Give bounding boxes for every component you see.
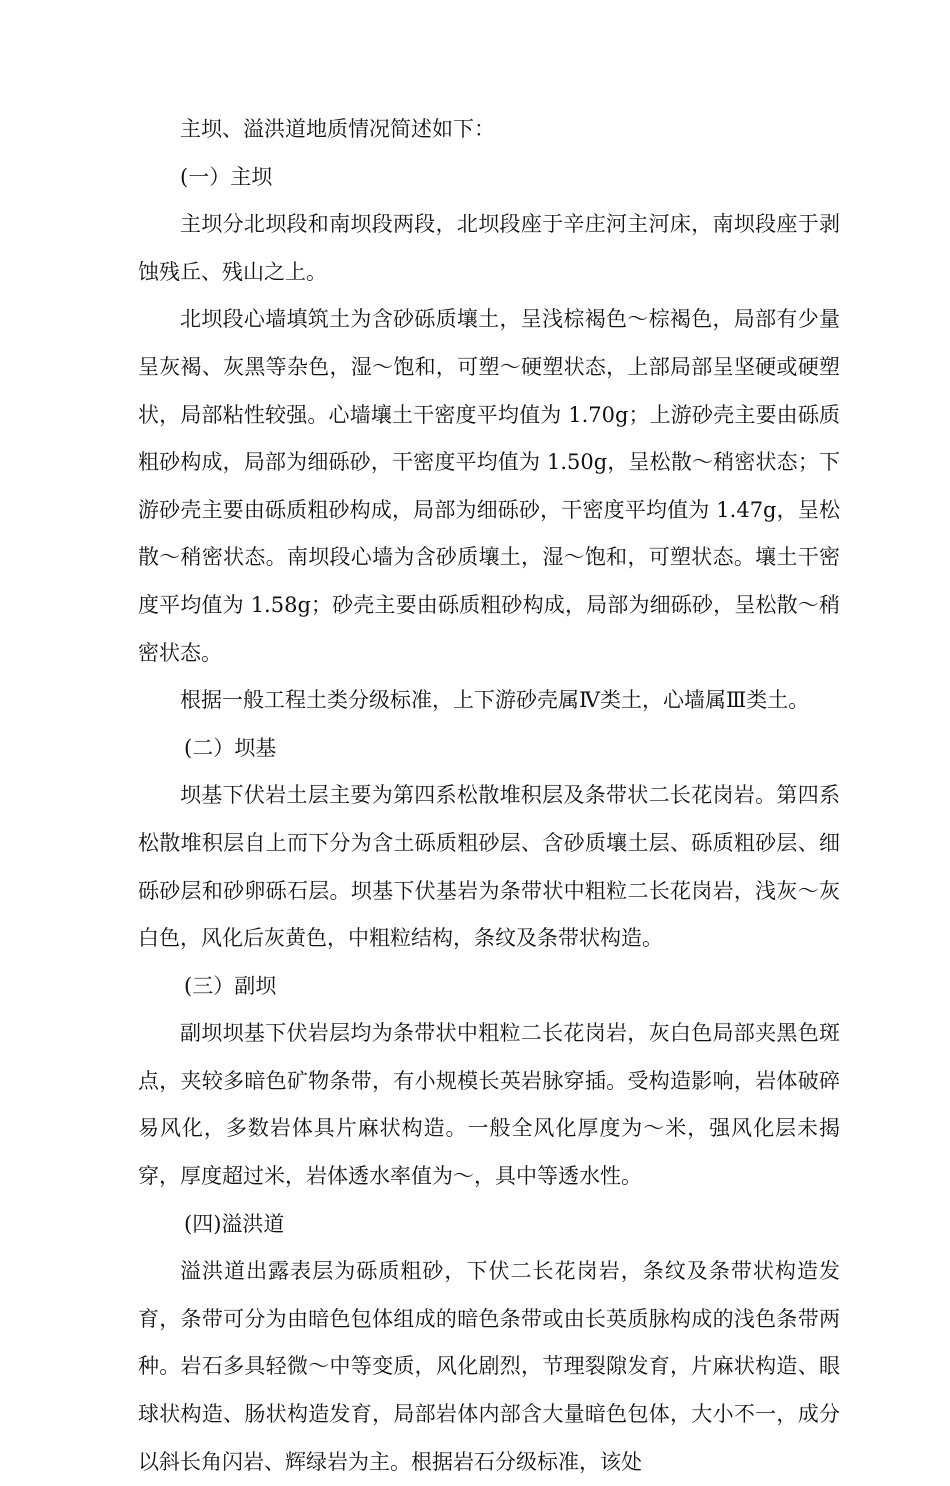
- body-paragraph: 主坝分北坝段和南坝段两段，北坝段座于辛庄河主河床，南坝段座于剥蚀残丘、残山之上。: [138, 212, 840, 284]
- section-heading-spillway: (四)溢洪道: [184, 1211, 285, 1236]
- body-paragraph: 北坝段心墙填筑土为含砂砾质壤土，呈浅棕褐色～棕褐色，局部有少量呈灰褐、灰黑等杂色，湿～饱和，可塑～硬塑状态，上部局部呈坚硬或硬塑状，局部粘性较强。心墙壤土干密度平均值为 1.70g；上游砂壳主要由砾质粗砂构成，局部为细砾砂，干密度平均值为 1.50g，呈松散～稍密状态；下游砂壳主要由砾质粗砂构成，局部为细砾砂，干密度平均值为 1.47g，呈松散～稍密状态。南坝段心墙为含砂质壤土，湿～饱和，可塑状态。壤土干密度平均值为 1.58g；砂壳主要由砾质粗砂构成，局部为细砾砂，呈松散～稍密状态。: [138, 307, 840, 665]
- body-paragraph: 坝基下伏岩土层主要为第四系松散堆积层及条带状二长花岗岩。第四系松散堆积层自上而下分为含土砾质粗砂层、含砂质壤土层、砾质粗砂层、细砾砂层和砂卵砾石层。坝基下伏基岩为条带状中粗粒二长花岗岩，浅灰～灰白色，风化后灰黄色，中粗粒结构，条纹及条带状构造。: [138, 783, 840, 951]
- body-paragraph: 溢洪道出露表层为砾质粗砂，下伏二长花岗岩，条纹及条带状构造发育，条带可分为由暗色包体组成的暗色条带或由长英质脉构成的浅色条带两种。岩石多具轻微～中等变质，风化剧烈，节理裂隙发育，片麻状构造、眼球状构造、肠状构造发育，局部岩体内部含大量暗色包体，大小不一，成分以斜长角闪岩、辉绿岩为主。根据岩石分级标准，该处: [138, 1259, 840, 1474]
- intro-paragraph: 主坝、溢洪道地质情况简述如下：: [180, 117, 495, 141]
- section-heading-auxiliary-dam: (三）副坝: [184, 973, 277, 998]
- document-page: [138, 106, 840, 1486]
- section-heading-dam-foundation: (二）坝基: [184, 735, 277, 760]
- body-paragraph: 副坝坝基下伏岩层均为条带状中粗粒二长花岗岩，灰白色局部夹黑色斑点，夹较多暗色矿物条带，有小规模长英岩脉穿插。受构造影响，岩体破碎易风化，多数岩体具片麻状构造。一般全风化厚度为～米，强风化层未揭穿，厚度超过米，岩体透水率值为～，具中等透水性。: [138, 1021, 840, 1189]
- body-paragraph: 根据一般工程土类分级标准，上下游砂壳属Ⅳ类土，心墙属Ⅲ类土。: [180, 688, 810, 713]
- section-heading-main-dam: (一）主坝: [180, 164, 273, 189]
